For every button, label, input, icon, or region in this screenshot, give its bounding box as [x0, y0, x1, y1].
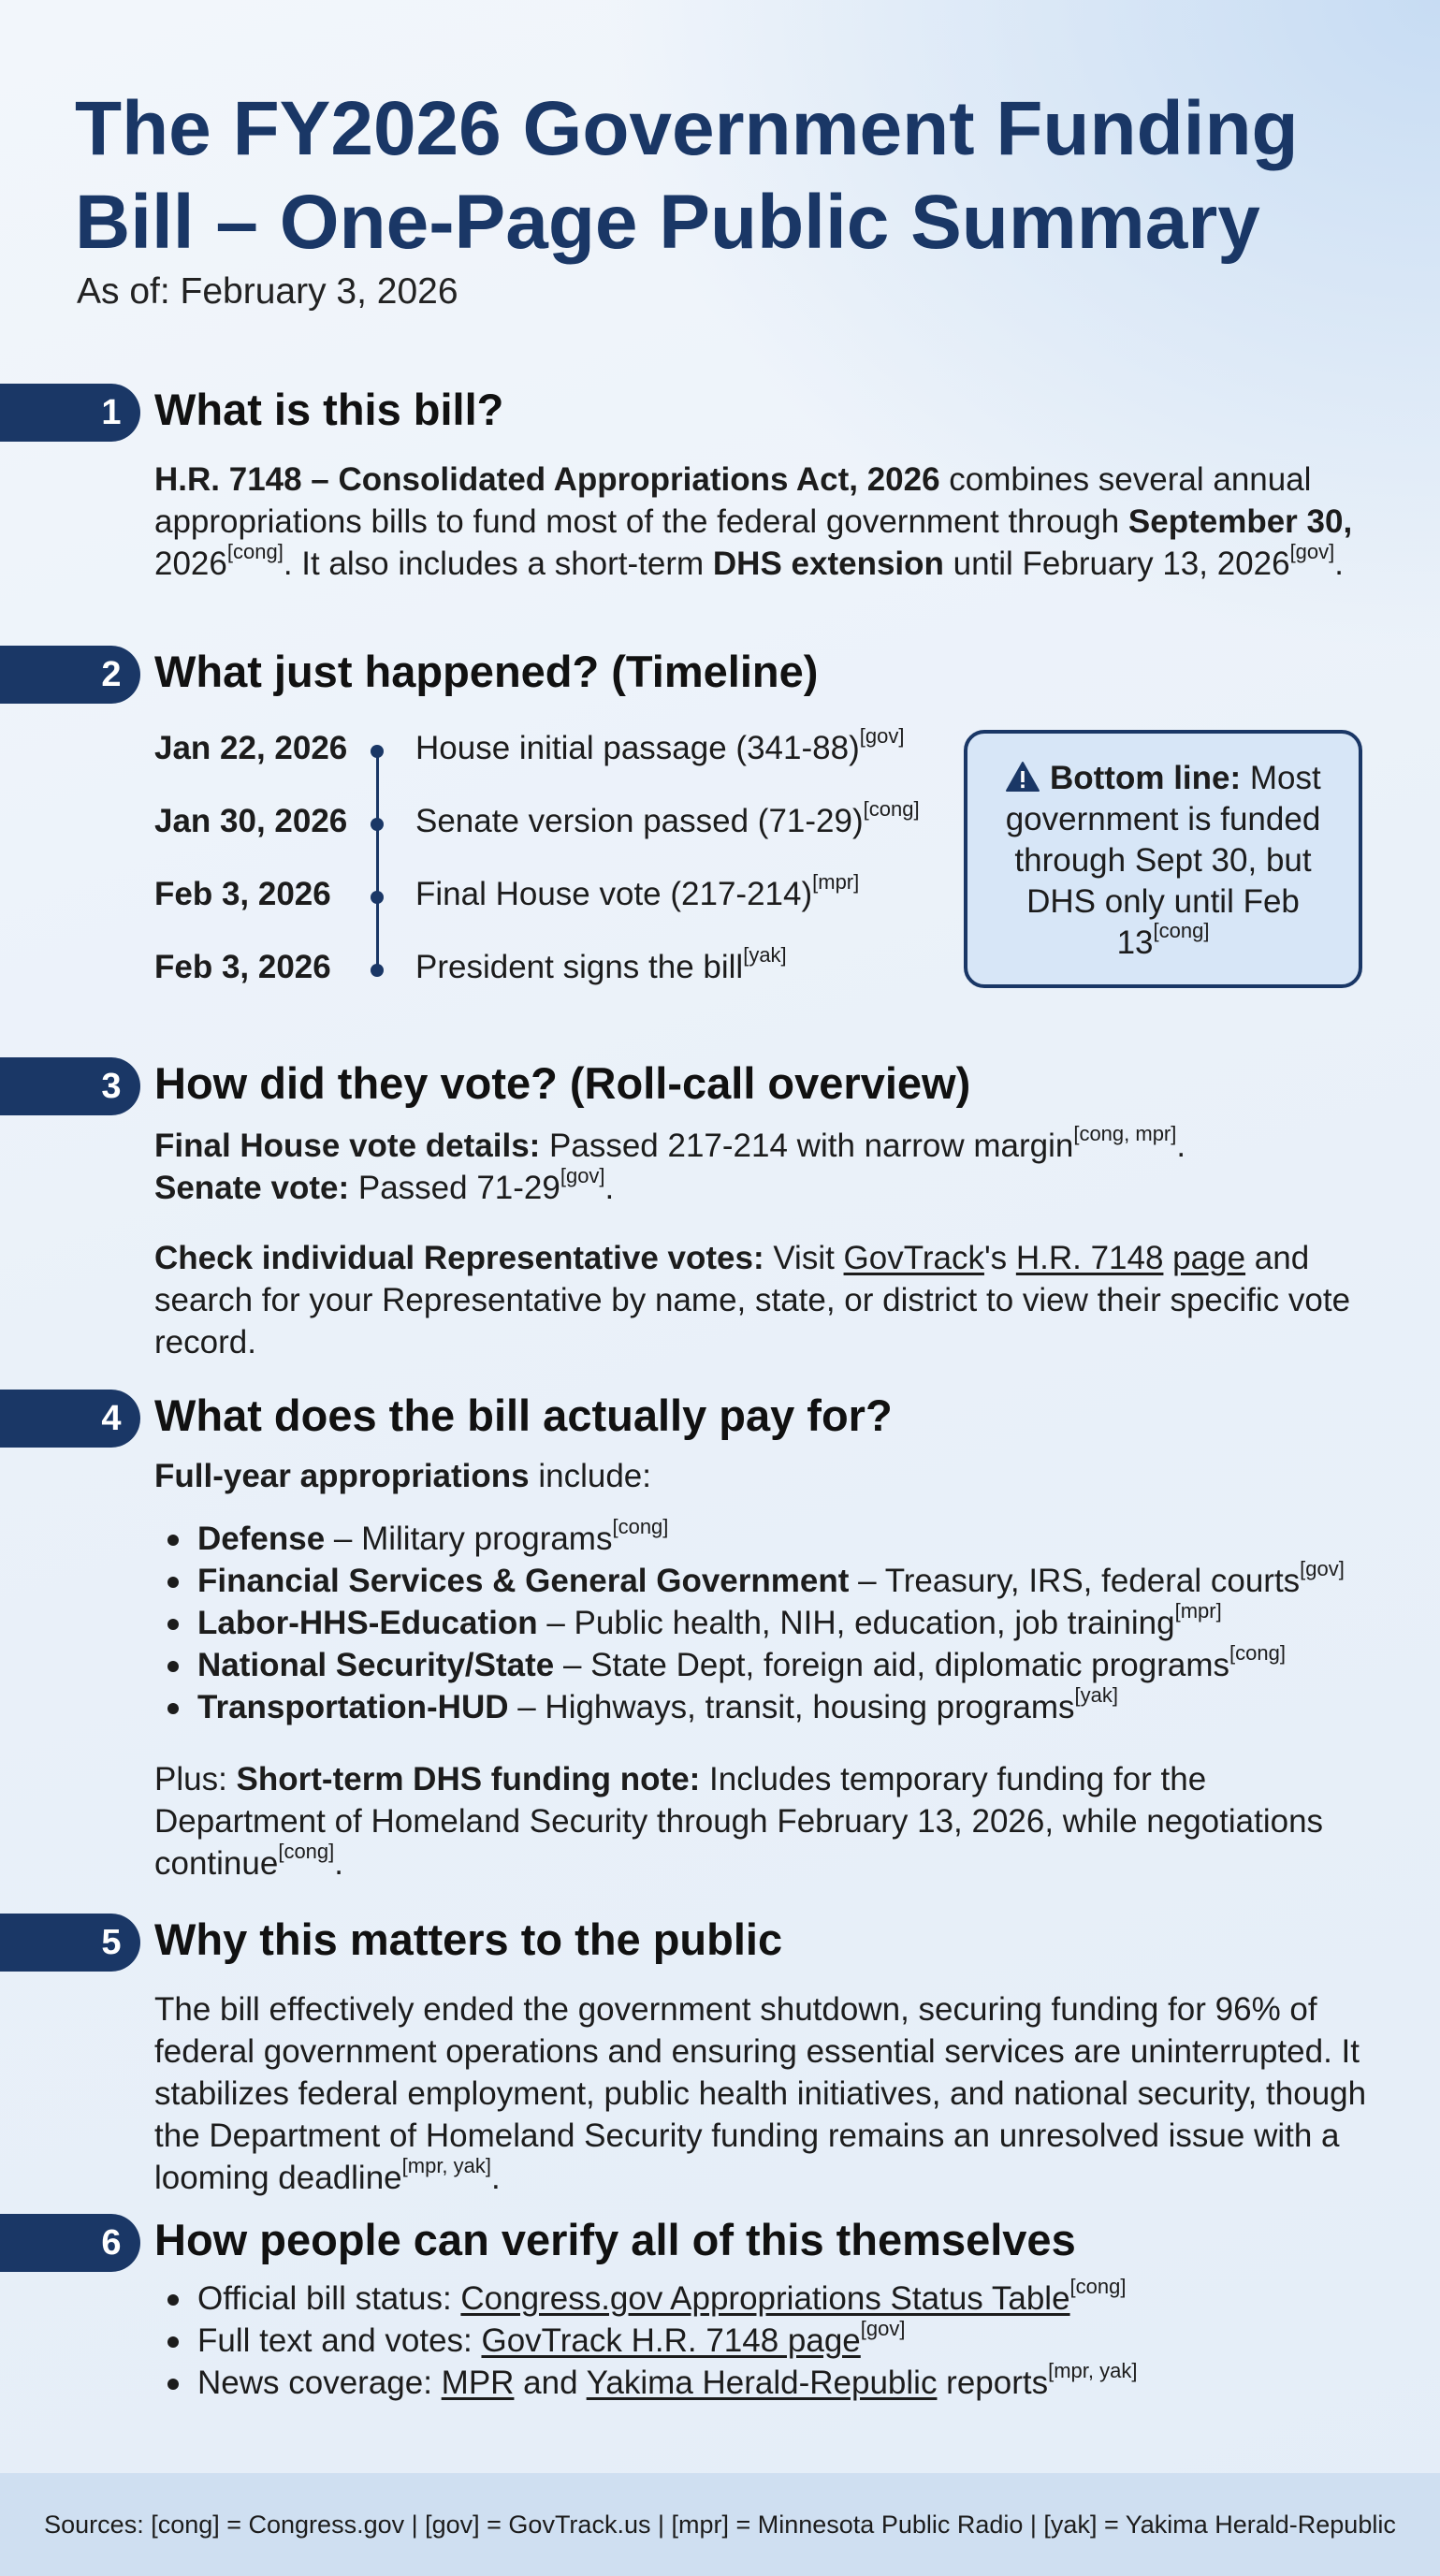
citation: [cong] [863, 797, 920, 822]
page-title [75, 82, 1385, 269]
citation: [cong] [1153, 919, 1210, 943]
bill-name: H.R. 7148 – Consolidated Appropriations Act, 2026 [154, 461, 940, 498]
as-of-date: As of: February 3, 2026 [77, 271, 458, 312]
yakima-link[interactable]: Yakima Herald-Republic [586, 2365, 938, 2401]
section-heading: How did they vote? (Roll-call overview) [154, 1058, 971, 1108]
citation: [cong, mpr] [1073, 1122, 1177, 1146]
section-heading: Why this matters to the public [154, 1914, 783, 1964]
citation: [gov] [1289, 540, 1335, 564]
citation: [mpr] [1174, 1599, 1222, 1623]
timeline-event: President signs the bill[yak] [415, 943, 787, 985]
timeline-line [376, 749, 379, 966]
timeline-dot [371, 818, 384, 831]
callout-label: Bottom line: [1050, 760, 1242, 796]
timeline-date: Feb 3, 2026 [154, 949, 331, 985]
section-heading: What is this bill? [154, 385, 504, 434]
list-item: Financial Services & General Government – Treasury, IRS, federal courts[gov] [154, 1560, 1371, 1602]
timeline-date: Jan 22, 2026 [154, 730, 348, 766]
page-title-line-2: Bill – One-Page Public Summary [75, 180, 1260, 265]
timeline-date: Jan 30, 2026 [154, 803, 348, 839]
citation: [cong] [1069, 2275, 1127, 2299]
sources-footer: Sources: [cong] = Congress.gov | [gov] = GovTrack.us | [mpr] = Minnesota Public Radio | [yak] = Yakima Herald-Republic [0, 2473, 1440, 2576]
section-number-badge: 3 [0, 1057, 140, 1115]
list-item: Labor-HHS-Education – Public health, NIH, education, job training[mpr] [154, 1602, 1371, 1644]
warning-icon [1005, 761, 1040, 793]
timeline-event: Final House vote (217-214)[mpr] [415, 870, 860, 912]
timeline-item [154, 870, 959, 918]
timeline-event: Senate version passed (71-29)[cong] [415, 797, 920, 839]
timeline-item [154, 797, 959, 845]
govtrack-link[interactable]: GovTrack [843, 1240, 984, 1276]
list-item: National Security/State – State Dept, foreign aid, diplomatic programs[cong] [154, 1644, 1371, 1686]
citation: [mpr] [812, 870, 860, 895]
timeline-dot [371, 891, 384, 904]
citation: [cong] [612, 1515, 669, 1539]
section-heading: How people can verify all of this themselves [154, 2215, 1076, 2264]
section-body: Final House vote details: Passed 217-214 with narrow margin[cong, mpr]. Senate vote: Passed 71-29[gov]. Check individual Representative votes: Visit GovTrack's H.R. 7148 page and search for your Representative by name, state, or district to view their specific vote record. [154, 1122, 1351, 1361]
list-item: Full text and votes: GovTrack H.R. 7148 page[gov] [154, 2320, 1371, 2362]
citation: [mpr, yak] [401, 2154, 491, 2178]
verify-list [154, 2275, 1371, 2404]
list-item: News coverage: MPR and Yakima Herald-Republic reports[mpr, yak] [154, 2362, 1371, 2404]
citation: [gov] [1300, 1557, 1345, 1581]
timeline [154, 720, 950, 1001]
section-heading: What just happened? (Timeline) [154, 647, 819, 696]
citation: [yak] [1074, 1683, 1118, 1708]
callout-text: Most government is funded through Sept 30, but DHS only until Feb 13 [1005, 760, 1321, 961]
page-title-line-1: The FY2026 Government Funding [75, 86, 1299, 171]
section-number-badge: 6 [0, 2214, 140, 2272]
citation: [cong] [226, 540, 284, 564]
citation: [gov] [860, 2317, 906, 2341]
timeline-item [154, 724, 959, 772]
hr-7148-page-link[interactable]: page [1172, 1240, 1246, 1276]
section-body: Full-year appropriations include: Defense – Military programs[cong] Financial Services & General Government – Treasury, IRS, federal courts[gov] Labor-HHS-Education – Public health, NIH, education, job training[mpr] National Security/State – State Dept, foreign aid, diplomatic programs[cong] Transportation-HUD – Highways, transit, housing programs[yak] Plus: Short-term DHS funding note: Includes temporary funding for the Department of Homeland Security through February 13, 2026, while negotiations continue[cong]. [154, 1455, 1371, 1885]
section-number-badge: 1 [0, 384, 140, 442]
section-heading: What does the bill actually pay for? [154, 1390, 893, 1440]
list-item: Defense – Military programs[cong] [154, 1518, 1371, 1560]
timeline-dot [371, 964, 384, 977]
list-item: Official bill status: Congress.gov Appropriations Status Table[cong] [154, 2278, 1371, 2320]
list-item: Transportation-HUD – Highways, transit, housing programs[yak] [154, 1686, 1371, 1728]
govtrack-page-link[interactable]: GovTrack H.R. 7148 page [481, 2322, 861, 2359]
timeline-item [154, 943, 959, 991]
hr-7148-link[interactable]: H.R. 7148 [1015, 1240, 1164, 1276]
congress-status-link[interactable]: Congress.gov Appropriations Status Table [460, 2280, 1070, 2317]
citation: [cong] [1229, 1641, 1286, 1666]
citation: [cong] [278, 1840, 335, 1864]
mpr-link[interactable]: MPR [441, 2365, 515, 2401]
timeline-event: House initial passage (341-88)[gov] [415, 724, 905, 766]
citation: [yak] [743, 943, 787, 968]
section-number-badge: 5 [0, 1914, 140, 1972]
citation: [mpr, yak] [1048, 2359, 1138, 2383]
section-body: The bill effectively ended the government shutdown, securing funding for 96% of federal government operations and ensuring essential services are uninterrupted. It stabilizes federal employment, public health initiatives, and national security, though the Department of Homeland Security funding remains an unresolved issue with a looming deadline[mpr, yak]. [154, 1991, 1367, 2196]
citation: [gov] [560, 1164, 605, 1188]
section-number-badge: 4 [0, 1390, 140, 1448]
timeline-dot [371, 745, 384, 758]
section-body: H.R. 7148 – Consolidated Appropriations Act, 2026 combines several annual appropriations bills to fund most of the federal government through September 30, 2026[cong]. It also includes a short-term DHS extension until February 13, 2026[gov]. [154, 461, 1353, 582]
citation: [gov] [859, 724, 905, 749]
section-number-badge: 2 [0, 646, 140, 704]
bottom-line-callout [964, 730, 1362, 988]
timeline-date: Feb 3, 2026 [154, 876, 331, 912]
